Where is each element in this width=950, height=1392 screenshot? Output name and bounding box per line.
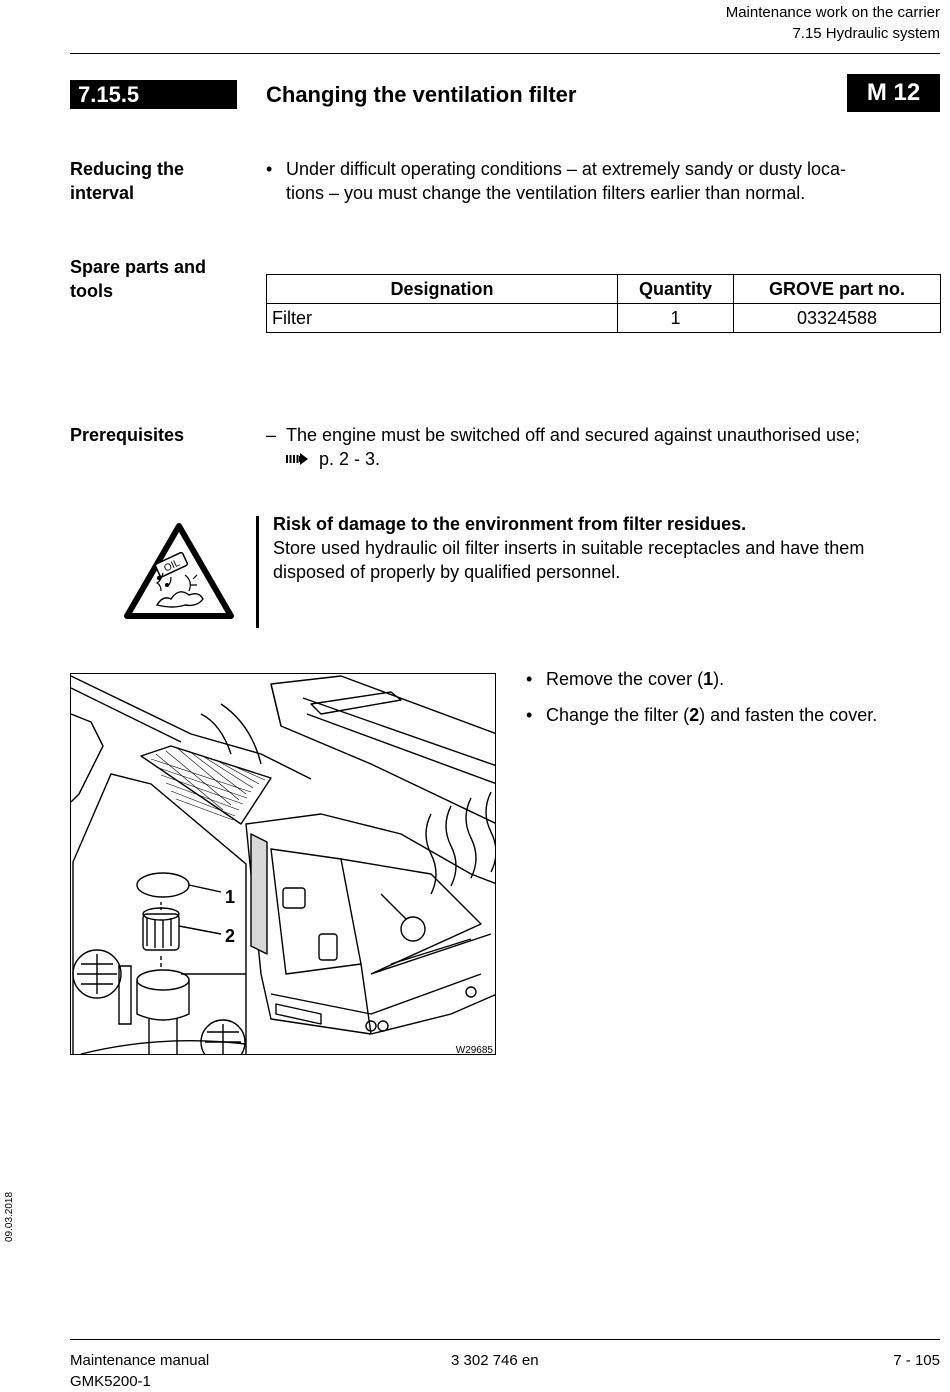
- prerequisites-text: – The engine must be switched off and secured against unauthorised use; p. 2 - 3.: [266, 425, 861, 469]
- side-date: 09.03.2018: [4, 1191, 15, 1242]
- prerequisites-label: Prerequisites: [70, 425, 185, 445]
- cell-part-number: 03324588: [734, 304, 941, 333]
- cross-reference-arrow-icon: [286, 452, 314, 466]
- maintenance-code-badge: M 12: [847, 74, 940, 112]
- header-rule: [70, 53, 940, 54]
- footer-rule: [70, 1339, 940, 1340]
- step-list: [526, 667, 940, 739]
- callout-1: 1: [225, 887, 236, 907]
- spare-parts-table: [266, 274, 941, 333]
- column-part-number: GROVE part no.: [734, 275, 941, 304]
- page-reference-link[interactable]: p. 2 - 3.: [319, 449, 381, 469]
- footer-page-number: 7 - 105: [893, 1352, 940, 1369]
- reducing-interval-label: Reducing the interval: [70, 159, 185, 203]
- footer-manual: Maintenance manual: [70, 1352, 210, 1369]
- environment-hazard-icon: [122, 521, 236, 621]
- cell-designation: Filter: [267, 304, 618, 333]
- list-item: • Remove the cover (1).: [526, 669, 725, 689]
- bullet: •: [266, 159, 273, 179]
- reducing-interval-text: • Under difficult operating conditions – at extremely sandy or dusty loca- tions – you must change the ventilation filters earlier than normal.: [266, 159, 846, 203]
- list-item: • Change the filter (2) and fasten the cover.: [526, 705, 878, 725]
- column-designation: Designation: [267, 275, 618, 304]
- warning-text: Risk of damage to the environment from filter residues. Store used hydraulic oil filter inserts in suitable receptacles and have them disposed of properly by qualified personnel.: [273, 512, 943, 584]
- section-title: Changing the ventilation filter: [266, 82, 577, 107]
- crane-illustration: [70, 673, 496, 1055]
- running-header: [726, 2, 940, 44]
- oil-can-label: OIL: [162, 557, 182, 575]
- section-number: 7.15.5: [70, 80, 237, 109]
- crane-cab-drawing: [71, 674, 496, 1055]
- column-quantity: Quantity: [618, 275, 734, 304]
- warning-bar: [256, 516, 259, 628]
- dash: –: [266, 425, 277, 445]
- figure-id: W29685: [455, 1045, 493, 1055]
- spare-parts-label: Spare parts and tools: [70, 257, 207, 301]
- header-section: 7.15 Hydraulic system: [792, 25, 940, 42]
- footer-model: GMK5200-1: [70, 1373, 151, 1390]
- cell-quantity: 1: [618, 304, 734, 333]
- header-chapter: Maintenance work on the carrier: [725, 4, 940, 21]
- table-row: [267, 304, 941, 333]
- footer-doc-number: 3 302 746 en: [451, 1352, 539, 1369]
- callout-2: 2: [225, 926, 236, 946]
- warning-title: Risk of damage to the environment from filter residues.: [273, 514, 747, 534]
- table-header-row: [267, 275, 941, 304]
